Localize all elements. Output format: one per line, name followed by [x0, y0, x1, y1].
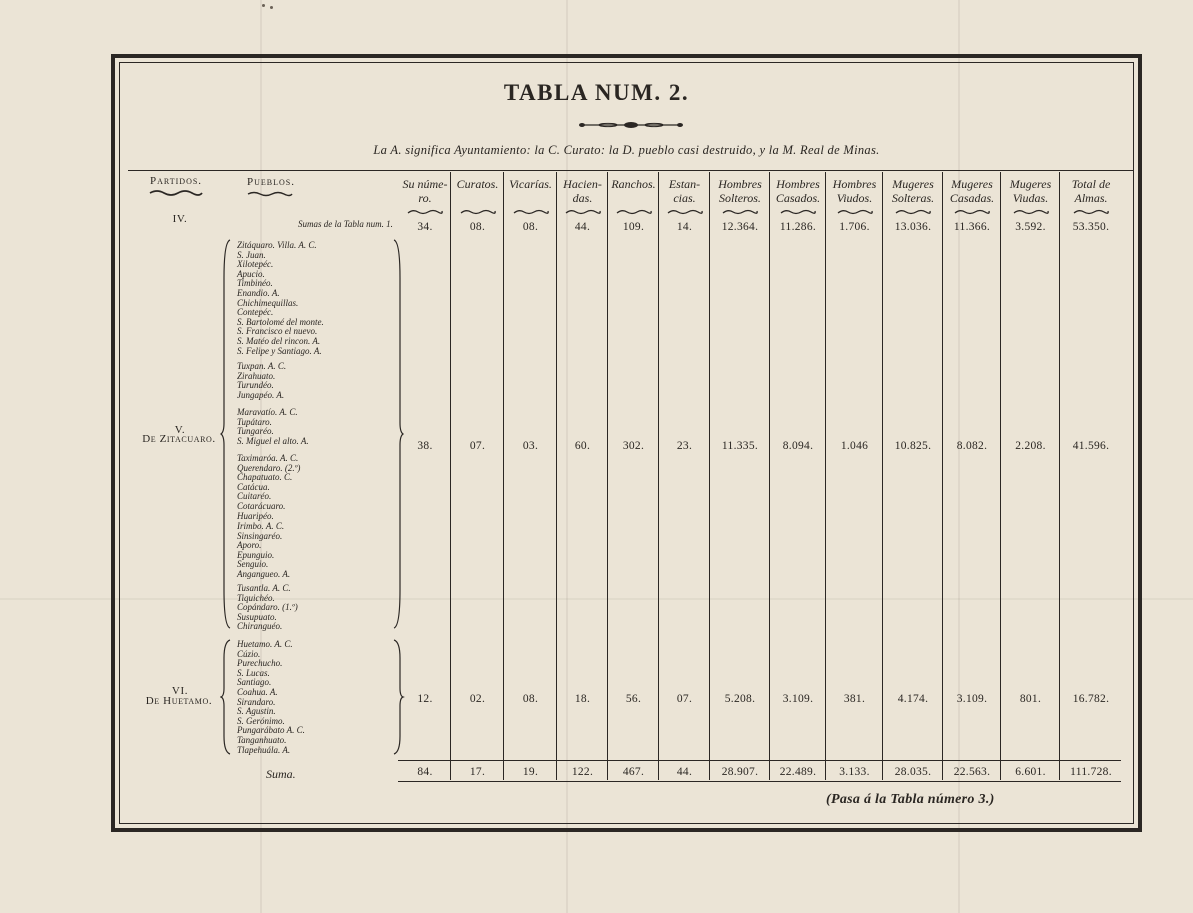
huetamo-value: 08. — [522, 693, 539, 705]
pueblo-name: Turundéo. — [237, 380, 274, 391]
pueblo-name: Pungarábato A. C. — [237, 725, 305, 736]
zitacuaro-name: De Zitacuaro. — [142, 433, 216, 445]
pueblo-name: Tuxpan. A. C. — [237, 361, 287, 371]
pueblo-name: Chapatuato. C. — [237, 472, 293, 483]
pueblo-name: Tungaréo. — [237, 426, 274, 437]
carry-value: 08. — [522, 221, 539, 233]
suma-value: 467. — [622, 766, 645, 778]
flourish-icon — [564, 208, 602, 216]
pueblo-name: Cuitaréo. — [237, 491, 272, 502]
zitacuaro-value: 10.825. — [894, 440, 932, 452]
pueblo-name: Copándaro. (1.º) — [237, 602, 298, 613]
column-header: Mugeres Casadas. — [949, 177, 995, 205]
column-rule — [1000, 172, 1001, 780]
pueblos-header: Pueblos. — [247, 176, 295, 188]
pueblo-name: S. Agustin. — [237, 706, 276, 717]
huetamo-value: 381. — [843, 693, 866, 705]
pueblo-name: Santiago. — [237, 677, 272, 688]
pueblo-name: S. Miguel el alto. A. — [237, 435, 309, 446]
huetamo-name: De Huetamo. — [145, 695, 213, 707]
huetamo-value: 56. — [625, 693, 642, 705]
carry-value: 34. — [417, 221, 433, 233]
pueblo-name: S. Bartolomé del monte. — [237, 316, 324, 327]
huetamo-value: 5.208. — [724, 693, 756, 705]
pueblo-name: Chiranguéo. — [237, 621, 283, 632]
huetamo-value: 07. — [676, 693, 693, 705]
left-brace — [220, 238, 234, 630]
pueblo-name: Zitáquaro. Villa. A. C. — [237, 240, 317, 250]
pueblo-group — [237, 241, 324, 356]
pueblo-name: S. Francisco el nuevo. — [237, 326, 318, 337]
carry-value: 11.366. — [953, 221, 991, 233]
flourish-icon — [615, 208, 653, 216]
ink-speck — [262, 4, 265, 7]
suma-value: 3.133. — [839, 766, 870, 778]
pueblo-name: Coahua. A. — [237, 686, 278, 697]
suma-value: 28.035. — [894, 766, 932, 778]
sum-rule-top — [398, 760, 1121, 761]
suma-value: 122. — [571, 766, 594, 778]
column-header: Mugeres Solteras. — [891, 177, 935, 205]
continuation-note: (Pasa á la Tabla número 3.) — [826, 792, 995, 807]
pueblo-name: Cotarácuaro. — [237, 500, 286, 511]
column-rule — [709, 172, 710, 780]
column-header: Ranchos. — [611, 177, 656, 191]
sum-rule-bottom — [398, 781, 1121, 782]
pueblo-name: Taximaróa. A. C. — [237, 453, 299, 463]
pueblo-name: Cúzio. — [237, 648, 261, 659]
column-header: Hombres Solteros. — [718, 177, 762, 205]
column-rule — [769, 172, 770, 780]
column-header: Su núme-ro. — [402, 177, 448, 205]
partidos-header: Partidos. — [150, 175, 203, 187]
suma-value: 44. — [676, 766, 693, 778]
suma-value: 19. — [522, 766, 539, 778]
huetamo-value: 16.782. — [1072, 693, 1110, 705]
pueblo-group — [237, 362, 286, 400]
zitacuaro-value: 302. — [622, 440, 645, 452]
ornament-icon — [578, 120, 684, 130]
flourish-icon — [459, 208, 497, 216]
pueblo-name: Querendaro. (2.º) — [237, 462, 301, 473]
flourish-icon — [779, 208, 817, 216]
abbreviation-legend: La A. significa Ayuntamiento: la C. Curato: la D. pueblo casi destruido, y la M. Real de Minas. — [373, 143, 880, 157]
flourish-icon — [666, 208, 704, 216]
flourish-icon — [836, 208, 874, 216]
huetamo-value: 18. — [574, 693, 591, 705]
pueblo-name: Tanganhuato. — [237, 734, 287, 745]
huetamo-value: 12. — [417, 693, 433, 705]
suma-label: Suma. — [266, 767, 296, 781]
column-header: Vicarías. — [509, 177, 552, 191]
carry-value: 44. — [574, 221, 591, 233]
ink-speck — [270, 6, 273, 9]
column-rule — [607, 172, 608, 780]
flourish-icon — [512, 208, 550, 216]
flourish-icon — [148, 189, 204, 197]
zitacuaro-value: 8.082. — [956, 440, 988, 452]
column-rule — [825, 172, 826, 780]
zitacuaro-value: 11.335. — [721, 440, 759, 452]
suma-value: 28.907. — [721, 766, 759, 778]
suma-value: 6.601. — [1015, 766, 1046, 778]
pueblo-group — [237, 522, 290, 580]
pueblo-name: Irimbo. A. C. — [237, 521, 285, 531]
column-rule — [658, 172, 659, 780]
pueblo-name: Senguio. — [237, 559, 269, 570]
carry-value: 3.592. — [1015, 221, 1046, 233]
carry-value: 14. — [676, 221, 693, 233]
zitacuaro-value: 8.094. — [782, 440, 814, 452]
carry-label: Sumas de la Tabla num. 1. — [298, 219, 393, 229]
pueblo-group — [237, 454, 300, 521]
suma-value: 22.563. — [953, 766, 991, 778]
pueblo-name: Apucio. — [237, 268, 265, 279]
column-rule — [450, 172, 451, 780]
pueblo-name: Catácua. — [237, 481, 270, 492]
huetamo-value: 3.109. — [782, 693, 814, 705]
pueblo-name: Maravatío. A. C. — [237, 407, 298, 417]
zitacuaro-value: 1.046 — [840, 440, 869, 452]
pueblo-name: Huaripéo. — [237, 510, 274, 521]
pueblo-name: Susupuato. — [237, 611, 277, 622]
pueblo-name: Purechucho. — [237, 658, 283, 669]
page-title: TABLA NUM. 2. — [503, 80, 690, 105]
pueblo-name: Timbinéo. — [237, 278, 273, 289]
zitacuaro-numeral: V. — [174, 424, 186, 436]
carry-partido: IV. — [172, 213, 188, 225]
pueblo-name: Sinsingaréo. — [237, 530, 283, 541]
pueblo-name: Tusantla. A. C. — [237, 583, 291, 593]
column-header: Estan-cias. — [668, 177, 701, 205]
header-rule — [128, 170, 1133, 171]
pueblo-name: Epunguio. — [237, 549, 275, 560]
column-header: Hombres Viudos. — [832, 177, 877, 205]
carry-value: 13.036. — [894, 221, 932, 233]
flourish-icon — [721, 208, 759, 216]
pueblo-name: S. Lucas. — [237, 667, 270, 678]
flourish-icon — [1012, 208, 1050, 216]
pueblo-name: Enandio. A. — [237, 287, 280, 298]
suma-value: 111.728. — [1070, 766, 1112, 778]
carry-value: 53.350. — [1072, 221, 1110, 233]
pueblo-name: Contepéc. — [237, 307, 274, 318]
pueblo-name: S. Gerónimo. — [237, 715, 285, 726]
suma-value: 22.489. — [779, 766, 817, 778]
pueblo-name: Aporo. — [237, 540, 262, 551]
huetamo-value: 02. — [469, 693, 486, 705]
pueblo-name: Sirandaro. — [237, 696, 276, 707]
right-brace — [391, 238, 405, 630]
pueblo-name: Huetamo. A. C. — [237, 639, 293, 649]
zitacuaro-value: 07. — [469, 440, 486, 452]
pueblo-name: S. Matéo del rincon. A. — [237, 335, 321, 346]
pueblo-group — [237, 408, 309, 446]
pueblo-name: S. Felipe y Santiago. A. — [237, 345, 322, 356]
flourish-icon — [953, 208, 991, 216]
pueblo-name: Chichimequillas. — [237, 297, 299, 308]
carry-value: 08. — [469, 221, 486, 233]
zitacuaro-value: 41.596. — [1072, 440, 1110, 452]
zitacuaro-value: 03. — [522, 440, 539, 452]
carry-value: 1.706. — [839, 221, 870, 233]
column-header: Curatos. — [456, 177, 499, 191]
column-rule — [882, 172, 883, 780]
huetamo-value: 4.174. — [897, 693, 929, 705]
flourish-icon — [246, 190, 294, 198]
zitacuaro-value: 38. — [417, 440, 433, 452]
column-rule — [503, 172, 504, 780]
flourish-icon — [406, 208, 444, 216]
pueblo-name: Angangueo. A. — [237, 568, 291, 579]
pueblo-group — [237, 584, 298, 632]
column-header: Total de Almas. — [1071, 177, 1111, 205]
column-header: Hacien-das. — [563, 177, 602, 205]
carry-value: 109. — [622, 221, 645, 233]
flourish-icon — [894, 208, 932, 216]
huetamo-numeral: VI. — [171, 685, 189, 697]
pueblo-name: Tupátaro. — [237, 416, 272, 427]
pueblo-group — [237, 640, 305, 755]
flourish-icon — [1072, 208, 1110, 216]
column-rule — [1059, 172, 1060, 780]
suma-value: 17. — [469, 766, 486, 778]
carry-value: 12.364. — [721, 221, 759, 233]
zitacuaro-value: 60. — [574, 440, 591, 452]
column-rule — [556, 172, 557, 780]
carry-value: 11.286. — [779, 221, 817, 233]
pueblo-name: Zirahuato. — [237, 370, 276, 381]
column-header: Mugeres Viudas. — [1009, 177, 1052, 205]
pueblo-name: S. Juan. — [237, 249, 266, 260]
pueblo-name: Jungapéo. A. — [237, 389, 285, 400]
zitacuaro-value: 2.208. — [1015, 440, 1046, 452]
huetamo-value: 801. — [1019, 693, 1042, 705]
huetamo-value: 3.109. — [956, 693, 988, 705]
zitacuaro-value: 23. — [676, 440, 693, 452]
suma-value: 84. — [417, 766, 433, 778]
pueblo-name: Tiquichéo. — [237, 592, 275, 603]
column-header: Hombres Casados. — [775, 177, 821, 205]
column-rule — [942, 172, 943, 780]
left-brace — [220, 638, 234, 756]
pueblo-name: Xilotepéc. — [237, 259, 274, 270]
pueblo-name: Tlapehuála. A. — [237, 744, 291, 755]
